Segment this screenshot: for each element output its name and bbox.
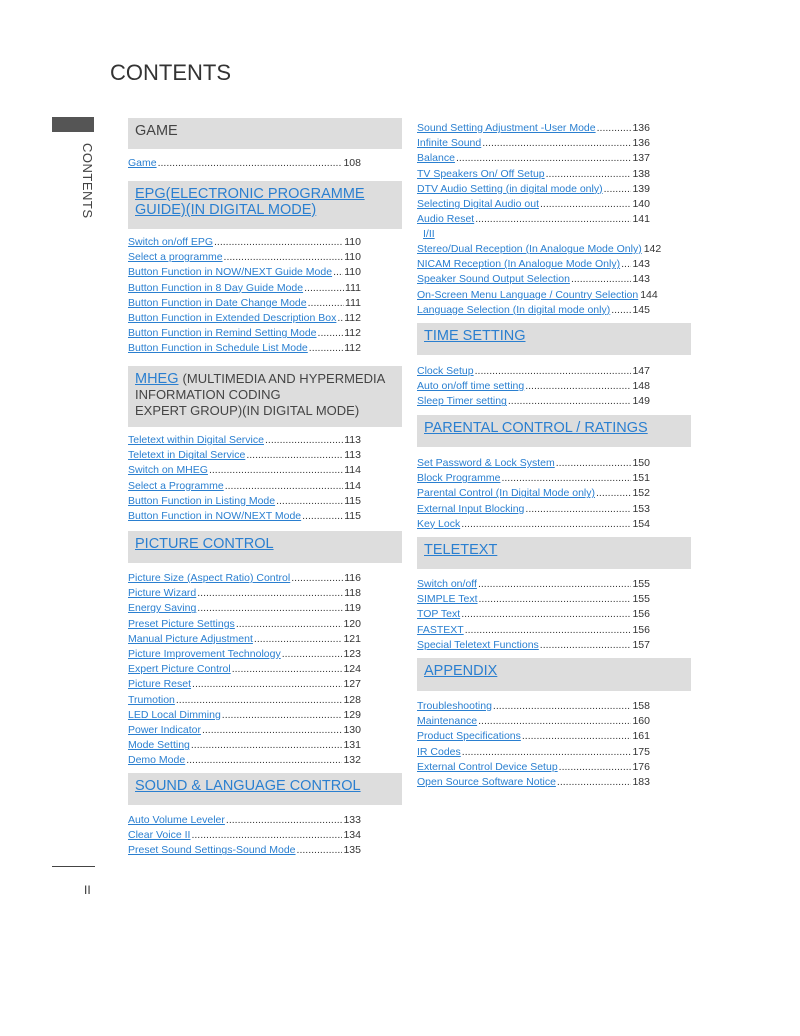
section-header-game <box>128 118 402 149</box>
toc-entry[interactable] <box>128 266 361 279</box>
dot-leader <box>304 282 344 295</box>
toc-entry[interactable] <box>417 137 650 150</box>
toc-entry-page: 124 <box>343 663 361 676</box>
toc-entry-page: 138 <box>632 167 650 180</box>
toc-entry-page: 120 <box>343 617 361 630</box>
toc-entry-link[interactable]: Select a Programme <box>128 479 224 492</box>
toc-entry-link[interactable]: Picture Reset <box>128 678 192 691</box>
toc-entry-link[interactable]: LED Local Dimming <box>128 708 221 721</box>
toc-entry-link[interactable]: IR Codes <box>417 745 461 758</box>
toc-entry-link[interactable]: Product Specifications <box>417 730 521 743</box>
dot-leader <box>478 715 631 728</box>
toc-entry-link[interactable]: Infinite Sound <box>417 137 482 150</box>
toc-entry-page: 161 <box>632 730 650 743</box>
toc-entry-link[interactable]: Mode Setting <box>128 739 190 752</box>
dot-leader <box>276 495 343 508</box>
toc-entry[interactable] <box>128 754 361 767</box>
toc-entry[interactable] <box>128 157 361 170</box>
toc-entry-page: 155 <box>632 593 650 606</box>
dot-leader <box>197 602 343 615</box>
dot-leader <box>557 776 632 789</box>
dot-leader <box>501 472 631 485</box>
toc-entry[interactable] <box>417 624 650 637</box>
dot-leader <box>254 633 343 646</box>
page-title: CONTENTS <box>110 60 231 85</box>
dot-leader <box>192 678 342 691</box>
toc-entry-link[interactable]: Picture Size (Aspect Ratio) Control <box>128 572 291 584</box>
toc-entry-link[interactable]: Set Password & Lock System <box>417 457 555 469</box>
toc-entry-page: 148 <box>632 380 650 393</box>
dot-leader <box>546 168 632 181</box>
toc-entry-link[interactable]: Auto Volume Leveler <box>128 814 225 826</box>
section-title-rest: (MULTIMEDIA AND HYPERMEDIA INFORMATION CODING <box>135 371 385 402</box>
toc-entry-page: 121 <box>343 632 361 645</box>
toc-entry-page: 134 <box>343 829 361 842</box>
dot-leader <box>202 724 343 737</box>
toc-entry[interactable] <box>128 434 361 447</box>
toc-entry-link[interactable]: Balance <box>417 152 455 165</box>
toc-entry-page: 150 <box>632 457 650 469</box>
section-tab-marker <box>52 117 94 132</box>
toc-entry-link[interactable]: On-Screen Menu Language / Country Selection <box>417 288 639 301</box>
toc-entry[interactable] <box>128 297 361 310</box>
toc-entry[interactable] <box>128 618 361 631</box>
dot-leader <box>508 395 632 408</box>
dot-leader <box>596 487 631 500</box>
dot-leader <box>176 694 343 707</box>
toc-entry-link[interactable]: Special Teletext Functions <box>417 638 539 651</box>
toc-entry-page: 110 <box>344 266 361 279</box>
toc-entry-link[interactable]: Block Programme <box>417 472 501 485</box>
toc-entry-link[interactable]: Stereo/Dual Reception (In Analogue Mode Only) <box>417 243 642 255</box>
toc-entry-link[interactable]: Select a programme <box>128 251 223 264</box>
toc-entry-link[interactable]: Preset Picture Settings <box>128 617 235 630</box>
toc-entry-link[interactable]: Audio Reset <box>417 213 475 226</box>
section-title[interactable]: PICTURE CONTROL <box>135 536 274 552</box>
toc-entry-link[interactable]: Demo Mode <box>128 754 186 767</box>
toc-entry[interactable] <box>128 814 361 827</box>
toc-entry[interactable] <box>128 510 361 523</box>
toc-entry[interactable] <box>417 487 650 500</box>
toc-entry[interactable] <box>128 236 361 249</box>
toc-entry[interactable] <box>128 449 361 462</box>
toc-entry-page: 143 <box>632 273 650 286</box>
toc-entry-link[interactable]: Picture Wizard <box>128 587 197 600</box>
dot-leader <box>540 639 632 652</box>
toc-entry-link[interactable]: Selecting Digital Audio out <box>417 198 539 210</box>
toc-entry[interactable] <box>417 122 650 135</box>
toc-entry-page: 111 <box>345 281 361 294</box>
toc-entry-page: 147 <box>632 365 650 377</box>
toc-entry[interactable] <box>128 282 361 295</box>
toc-entry-link[interactable]: Button Function in Extended Description Box <box>128 312 337 324</box>
dot-leader <box>222 709 343 722</box>
toc-entry-page: 116 <box>344 572 361 584</box>
toc-entry[interactable] <box>128 572 361 585</box>
dot-leader <box>465 624 632 637</box>
toc-entry-link[interactable]: Expert Picture Control <box>128 663 231 676</box>
toc-entry-link[interactable]: Open Source Software Notice <box>417 776 556 788</box>
toc-entry-page: 175 <box>632 745 650 758</box>
toc-entry-link[interactable]: External Input Blocking <box>417 502 525 515</box>
toc-entry[interactable] <box>417 715 650 728</box>
toc-entry[interactable] <box>128 633 361 646</box>
toc-entry-link[interactable]: Sleep Timer setting <box>417 395 507 408</box>
dot-leader <box>556 457 632 470</box>
toc-entry-link[interactable]: Parental Control (In Digital Mode only) <box>417 487 595 500</box>
section-title-sub: EXPERT GROUP)(IN DIGITAL MODE) <box>135 403 360 418</box>
toc-entry[interactable] <box>417 730 650 743</box>
toc-entry-page: 108 <box>343 157 361 169</box>
dot-leader <box>232 663 343 676</box>
section-title[interactable]: SOUND & LANGUAGE CONTROL <box>135 778 361 794</box>
toc-entry[interactable] <box>128 844 361 857</box>
toc-entry-link[interactable]: Maintenance <box>417 715 478 728</box>
toc-entry[interactable] <box>128 724 361 737</box>
dot-leader <box>209 464 343 477</box>
dot-leader <box>611 304 631 317</box>
toc-entry[interactable] <box>417 457 650 470</box>
dot-leader <box>525 503 631 516</box>
page-number: II <box>84 883 91 897</box>
footer-divider <box>52 866 95 867</box>
dot-leader <box>291 572 343 585</box>
toc-entry-link[interactable]: Button Function in Remind Setting Mode <box>128 327 317 340</box>
dot-leader <box>479 593 632 606</box>
toc-entry-page: 141 <box>632 213 650 226</box>
toc-entry[interactable] <box>417 639 650 652</box>
toc-entry[interactable] <box>128 739 361 752</box>
toc-entry-page: 152 <box>632 487 650 500</box>
toc-entry-page: 145 <box>632 303 650 316</box>
toc-entry-link[interactable]: SIMPLE Text <box>417 593 478 606</box>
toc-entry-link[interactable]: Button Function in 8 Day Guide Mode <box>128 281 304 294</box>
dot-leader <box>597 122 632 135</box>
dot-leader <box>308 297 344 310</box>
toc-entry[interactable] <box>417 503 650 516</box>
dot-leader <box>475 365 632 378</box>
toc-entry-page: 183 <box>632 776 650 788</box>
dot-leader <box>282 648 343 661</box>
toc-entry[interactable] <box>417 593 650 606</box>
dot-leader <box>158 157 343 170</box>
toc-entry[interactable] <box>417 518 650 531</box>
toc-entry[interactable] <box>128 678 361 691</box>
toc-entry-page: 115 <box>344 510 361 522</box>
toc-entry[interactable] <box>128 663 361 676</box>
toc-entry-link[interactable]: Trumotion <box>128 693 175 706</box>
toc-entry-page: 135 <box>343 844 361 857</box>
toc-entry[interactable] <box>417 198 650 211</box>
section-title[interactable]: EPG(ELECTRONIC PROGRAMME GUIDE)(IN DIGITAL MODE) <box>135 186 365 218</box>
dot-leader <box>540 198 631 211</box>
dot-leader <box>337 312 343 325</box>
toc-entry-page: 112 <box>344 327 361 340</box>
dot-leader <box>191 829 342 842</box>
toc-entry[interactable] <box>417 213 650 226</box>
dot-leader <box>265 434 343 447</box>
toc-entry-link[interactable]: Auto on/off time setting <box>417 380 525 393</box>
toc-entry-page: 114 <box>344 464 361 477</box>
section-header-mheg[interactable] <box>128 366 402 427</box>
toc-entry[interactable] <box>128 694 361 707</box>
dot-leader <box>604 183 632 196</box>
toc-entry-page: 160 <box>632 715 650 728</box>
toc-entry-link[interactable]: Sound Setting Adjustment -User Mode <box>417 122 596 134</box>
toc-entry-page: 140 <box>632 198 650 210</box>
toc-entry[interactable] <box>128 327 361 340</box>
toc-entry-link[interactable]: Button Function in Schedule List Mode <box>128 342 308 355</box>
section-title[interactable]: MHEG <box>135 371 179 387</box>
toc-entry[interactable] <box>417 608 650 621</box>
toc-entry-link[interactable]: NICAM Reception (In Analogue Mode Only) <box>417 258 621 271</box>
toc-entry[interactable] <box>128 495 361 508</box>
dot-leader <box>559 761 632 774</box>
toc-entry-page: 110 <box>344 251 361 264</box>
toc-entry-page: 156 <box>632 608 650 621</box>
toc-entry-page: 137 <box>632 152 650 165</box>
toc-entry-page: 132 <box>343 754 361 767</box>
toc-entry-page: 151 <box>632 472 650 485</box>
toc-entry[interactable] <box>128 829 361 842</box>
toc-entry-page: 127 <box>343 678 361 691</box>
section-title[interactable]: PARENTAL CONTROL / RATINGS <box>424 420 648 436</box>
toc-entry-link[interactable]: Language Selection (In digital mode only) <box>417 303 611 316</box>
dot-leader <box>302 510 343 523</box>
dot-leader <box>226 814 343 827</box>
toc-entry-page: 129 <box>343 708 361 721</box>
toc-entry-link[interactable]: Preset Sound Settings-Sound Mode <box>128 844 296 857</box>
toc-entry-link[interactable]: External Control Device Setup <box>417 760 558 773</box>
toc-entry-link[interactable]: Clear Voice II <box>128 829 191 842</box>
toc-entry-link[interactable]: Button Function in Date Change Mode <box>128 296 307 309</box>
toc-entry-link[interactable]: Switch on/off EPG <box>128 236 214 248</box>
toc-entry[interactable] <box>128 251 361 264</box>
stereo-dual-link[interactable]: I/II <box>423 228 435 240</box>
toc-entry[interactable] <box>417 243 662 256</box>
toc-entry-page: 155 <box>632 578 650 590</box>
toc-entry-page: 153 <box>632 502 650 515</box>
dot-leader <box>214 236 343 249</box>
toc-entry[interactable] <box>128 480 361 493</box>
toc-entry[interactable] <box>128 312 361 325</box>
toc-entry-link[interactable]: FASTEXT <box>417 623 464 636</box>
dot-leader <box>191 739 343 752</box>
dot-leader <box>461 608 631 621</box>
toc-entry[interactable] <box>128 464 361 477</box>
toc-entry[interactable] <box>417 746 650 759</box>
toc-entry-page: 113 <box>344 449 361 462</box>
dot-leader <box>493 700 632 713</box>
dot-leader <box>225 480 344 493</box>
toc-entry-link[interactable]: Switch on/off <box>417 578 477 590</box>
toc-entry-link[interactable]: Picture Improvement Technology <box>128 648 281 660</box>
toc-entry[interactable] <box>417 700 650 713</box>
toc-entry[interactable] <box>417 152 650 165</box>
side-section-label: CONTENTS <box>80 143 95 219</box>
toc-entry-link[interactable]: Speaker Sound Output Selection <box>417 273 570 286</box>
toc-entry-page: 133 <box>343 814 361 826</box>
toc-entry-link[interactable]: DTV Audio Setting (in digital mode only) <box>417 182 603 195</box>
dot-leader <box>456 152 632 165</box>
toc-entry[interactable] <box>128 709 361 722</box>
toc-entry-page: 176 <box>632 760 650 773</box>
toc-entry-link[interactable]: Clock Setup <box>417 365 474 377</box>
dot-leader <box>462 746 632 759</box>
toc-entry-page: 158 <box>632 700 650 712</box>
section-header-sound[interactable] <box>128 773 402 805</box>
section-header-epg[interactable] <box>128 181 402 229</box>
toc-entry-page: 149 <box>632 395 650 408</box>
dot-leader <box>571 273 632 286</box>
section-title[interactable]: TELETEXT <box>424 542 498 558</box>
toc-entry-link[interactable]: Game <box>128 157 157 169</box>
toc-entry[interactable] <box>417 761 650 774</box>
toc-entry-page: 136 <box>632 137 650 150</box>
toc-entry-link[interactable]: TV Speakers On/ Off Setup <box>417 167 545 180</box>
dot-leader <box>297 844 343 857</box>
dot-leader <box>186 754 342 767</box>
toc-entry-link[interactable]: TOP Text <box>417 608 461 621</box>
toc-entry-page: 119 <box>344 602 361 615</box>
section-title[interactable]: TIME SETTING <box>424 328 526 344</box>
dot-leader <box>246 449 343 462</box>
toc-entry[interactable] <box>417 472 650 485</box>
toc-entry-link[interactable]: Button Function in NOW/NEXT Mode <box>128 510 302 522</box>
toc-entry-page: 142 <box>643 243 662 255</box>
toc-entry[interactable] <box>417 380 650 393</box>
section-title: GAME <box>135 123 178 139</box>
section-header-time[interactable] <box>417 323 691 355</box>
dot-leader <box>309 342 343 355</box>
dot-leader <box>482 137 631 150</box>
dot-leader <box>478 578 632 591</box>
dot-leader <box>318 327 344 340</box>
toc-entry[interactable] <box>417 776 650 789</box>
toc-entry-link[interactable]: Troubleshooting <box>417 700 492 712</box>
toc-entry[interactable] <box>417 365 650 378</box>
toc-entry-link[interactable]: Teletext in Digital Service <box>128 449 246 462</box>
section-header-picture[interactable] <box>128 531 402 563</box>
toc-entry-link[interactable]: Switch on MHEG <box>128 464 208 477</box>
section-header-parental[interactable] <box>417 415 691 447</box>
toc-entry[interactable] <box>417 395 650 408</box>
toc-entry-link[interactable]: Teletext within Digital Service <box>128 434 264 446</box>
toc-entry-page: 123 <box>343 648 361 660</box>
toc-entry[interactable] <box>128 648 361 661</box>
section-header-appendix[interactable] <box>417 658 691 691</box>
toc-entry[interactable] <box>128 602 361 615</box>
toc-entry-page: 114 <box>344 479 361 492</box>
dot-leader <box>236 618 343 631</box>
toc-entry-link[interactable]: Button Function in NOW/NEXT Guide Mode <box>128 266 333 279</box>
section-title[interactable]: APPENDIX <box>424 663 498 679</box>
toc-entry-link[interactable]: Key Lock <box>417 517 461 530</box>
dot-leader <box>621 258 631 271</box>
toc-entry-link[interactable]: Button Function in Listing Mode <box>128 494 276 507</box>
dot-leader <box>522 730 632 743</box>
dot-leader <box>475 213 631 226</box>
toc-entry-page: 156 <box>632 623 650 636</box>
toc-entry-page: 118 <box>344 587 361 600</box>
dot-leader <box>333 266 343 279</box>
section-header-teletext[interactable] <box>417 537 691 569</box>
toc-entry-page: 131 <box>343 739 361 752</box>
dot-leader <box>224 251 344 264</box>
dot-leader <box>461 518 631 531</box>
toc-entry[interactable] <box>128 342 361 355</box>
toc-entry-page: 136 <box>632 122 650 134</box>
toc-entry-page: 111 <box>345 296 361 309</box>
toc-entry-page: 130 <box>343 724 361 736</box>
toc-entry[interactable] <box>417 258 650 271</box>
toc-entry[interactable] <box>417 183 650 196</box>
toc-entry[interactable] <box>128 587 361 600</box>
toc-entry-page: 154 <box>632 517 650 530</box>
toc-entry[interactable] <box>417 288 658 302</box>
toc-entry-page: 113 <box>344 434 361 446</box>
dot-leader <box>197 587 343 600</box>
toc-entry-link[interactable]: Power Indicator <box>128 724 201 736</box>
toc-entry-link[interactable]: Energy Saving <box>128 602 197 615</box>
toc-entry-page: 112 <box>344 342 361 355</box>
toc-entry-page: 115 <box>344 494 361 507</box>
toc-entry-page: 157 <box>632 638 650 651</box>
toc-entry-page: 128 <box>343 693 361 706</box>
toc-entry[interactable] <box>417 273 650 286</box>
toc-entry-page: 144 <box>640 288 658 301</box>
dot-leader <box>525 380 631 393</box>
toc-entry-page: 143 <box>632 258 650 271</box>
toc-entry-page: 139 <box>632 182 650 195</box>
toc-entry-page: 110 <box>344 236 361 248</box>
toc-entry[interactable] <box>417 578 650 591</box>
toc-entry-page: 112 <box>344 312 361 324</box>
toc-entry-link[interactable]: Manual Picture Adjustment <box>128 632 253 645</box>
toc-entry[interactable] <box>417 168 650 181</box>
toc-entry[interactable] <box>417 304 650 317</box>
